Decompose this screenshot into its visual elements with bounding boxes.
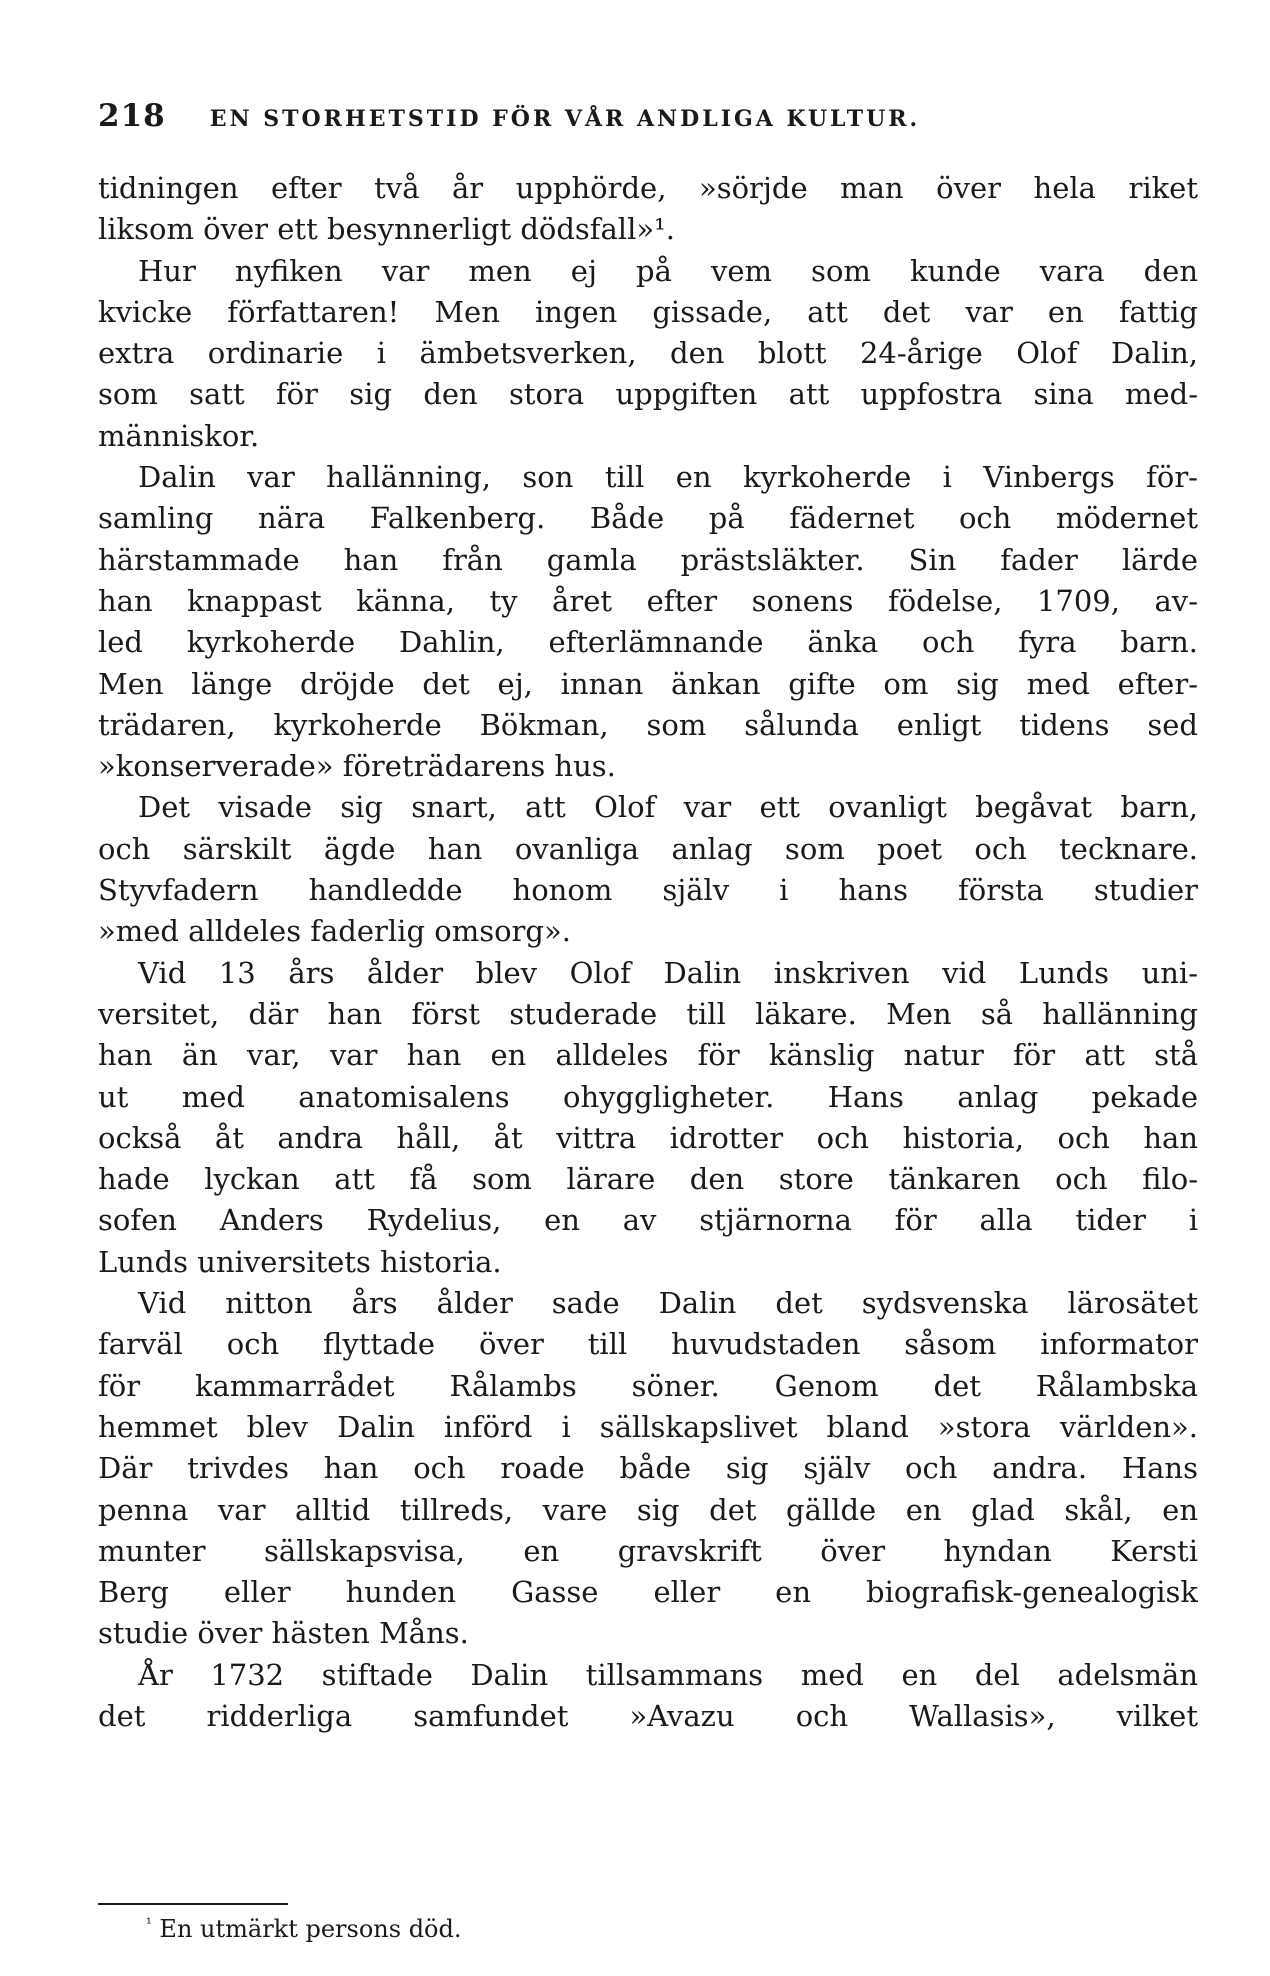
text-line: extra ordinarie i ämbetsverken, den blott 24-årige Olof Dalin,: [98, 336, 1198, 371]
book-page: [98, 0, 1198, 1976]
footnote-marker: ¹: [146, 1916, 152, 1932]
text-line: kvicke författaren! Men ingen gissade, att det var en fattig: [98, 294, 1198, 329]
text-line: Vid 13 års ålder blev Olof Dalin inskriven vid Lunds uni-: [138, 955, 1198, 990]
text-line: liksom över ett besynnerligt dödsfall»¹.: [98, 212, 675, 247]
text-line: Berg eller hunden Gasse eller en biografisk-genealogisk: [98, 1575, 1198, 1610]
text-line: hade lyckan att få som lärare den store tänkaren och filo-: [98, 1162, 1198, 1197]
text-line: Men länge dröjde det ej, innan änkan gifte om sig med efter-: [98, 666, 1198, 701]
text-line: studie över hästen Måns.: [98, 1616, 469, 1651]
footnote: [146, 1915, 462, 1943]
text-line: Styvfadern handledde honom själv i hans första studier: [98, 873, 1198, 908]
running-header: [98, 98, 1198, 138]
text-line: det ridderliga samfundet »Avazu och Wallasis», vilket: [98, 1698, 1198, 1733]
text-line: han knappast känna, ty året efter sonens födelse, 1709, av-: [98, 583, 1198, 618]
text-line: munter sällskapsvisa, en gravskrift över hyndan Kersti: [98, 1533, 1198, 1568]
text-line: Vid nitton års ålder sade Dalin det sydsvenska lärosätet: [138, 1286, 1198, 1321]
text-line: led kyrkoherde Dahlin, efterlämnande änka och fyra barn.: [98, 625, 1198, 660]
text-line: penna var alltid tillreds, vare sig det gällde en glad skål, en: [98, 1492, 1198, 1527]
text-line: Dalin var hallänning, son till en kyrkoherde i Vinbergs för-: [138, 460, 1198, 495]
footnote-rule: [98, 1903, 288, 1905]
text-line: hemmet blev Dalin införd i sällskapslivet bland »stora världen».: [98, 1409, 1198, 1444]
text-line: »konserverade» företrädarens hus.: [98, 749, 616, 784]
running-title: EN STORHETSTID FÖR VÅR ANDLIGA KULTUR.: [209, 106, 921, 132]
text-line: som satt för sig den stora uppgiften att uppfostra sina med-: [98, 377, 1198, 412]
text-line: människor.: [98, 418, 260, 453]
body-text: [98, 168, 1198, 1737]
text-line: och särskilt ägde han ovanliga anlag som poet och tecknare.: [98, 831, 1198, 866]
text-line: Hur nyfiken var men ej på vem som kunde vara den: [138, 253, 1198, 288]
text-line: Det visade sig snart, att Olof var ett ovanligt begåvat barn,: [138, 790, 1198, 825]
text-line: härstammade han från gamla prästsläkter. Sin fader lärde: [98, 542, 1198, 577]
text-line: han än var, var han en alldeles för känslig natur för att stå: [98, 1038, 1198, 1073]
text-line: samling nära Falkenberg. Både på fädernet och mödernet: [98, 501, 1198, 536]
text-line: farväl och flyttade över till huvudstaden såsom informator: [98, 1327, 1198, 1362]
text-line: »med alldeles faderlig omsorg».: [98, 914, 571, 949]
text-line: tidningen efter två år upphörde, »sörjde man över hela riket: [98, 171, 1198, 205]
footnote-text: En utmärkt persons död.: [159, 1915, 462, 1943]
page-number: 218: [98, 98, 166, 134]
text-line: Där trivdes han och roade både sig själv och andra. Hans: [98, 1451, 1198, 1486]
text-line: År 1732 stiftade Dalin tillsammans med en del adelsmän: [138, 1657, 1198, 1692]
text-line: också åt andra håll, åt vittra idrotter och historia, och han: [98, 1120, 1198, 1155]
text-line: för kammarrådet Rålambs söner. Genom det Rålambska: [98, 1368, 1198, 1403]
text-line: versitet, där han först studerade till läkare. Men så hallänning: [98, 996, 1198, 1031]
text-line: ut med anatomisalens ohyggligheter. Hans anlag pekade: [98, 1079, 1198, 1114]
text-line: trädaren, kyrkoherde Bökman, som sålunda enligt tidens sed: [98, 707, 1198, 742]
text-line: sofen Anders Rydelius, en av stjärnorna för alla tider i: [98, 1203, 1198, 1238]
text-line: Lunds universitets historia.: [98, 1244, 502, 1279]
